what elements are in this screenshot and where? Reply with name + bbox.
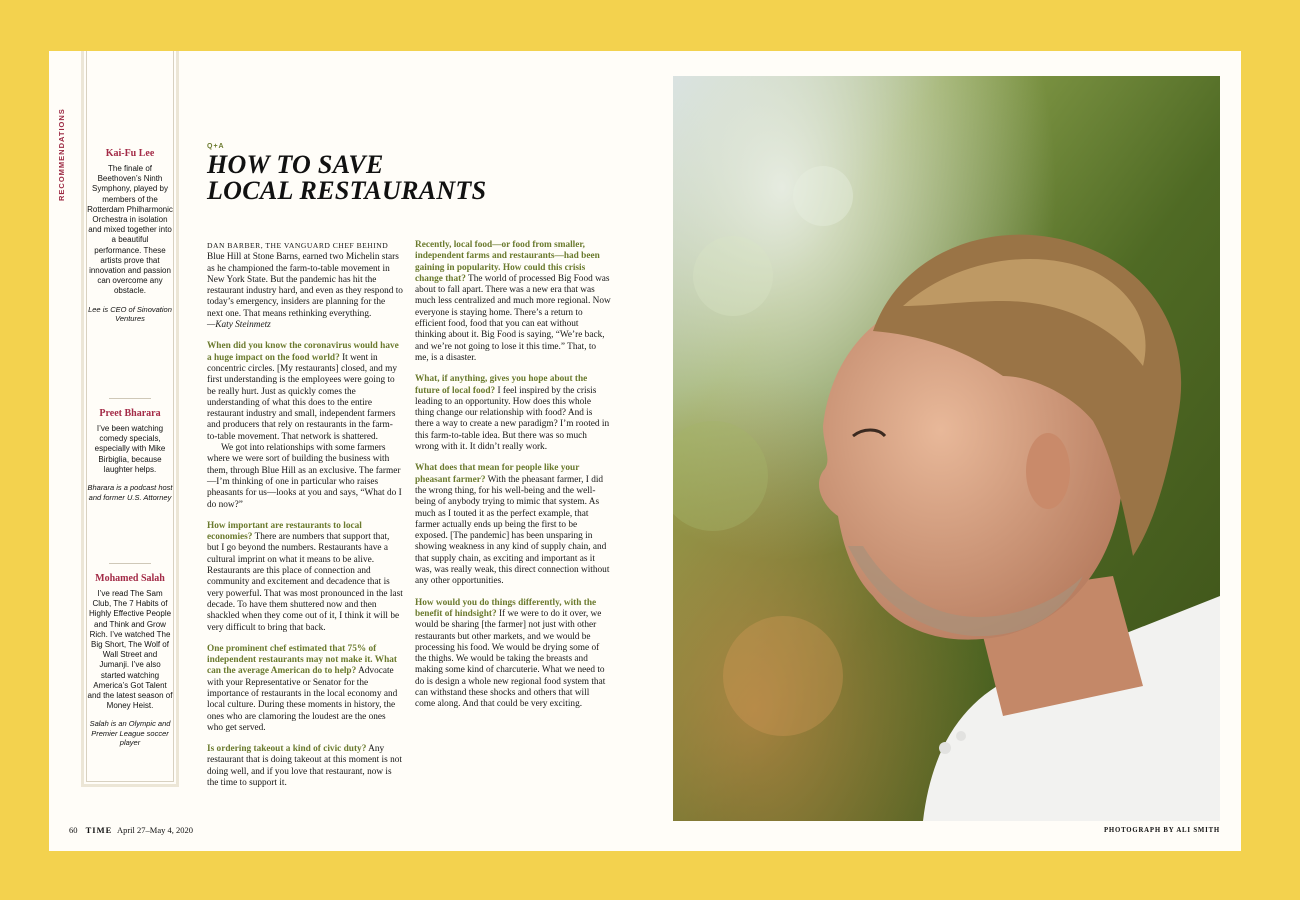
answer: Advocate with your Representative or Senator for the importance of restaurants in the local economy and local culture. During these moments in history, the ones who are clamoring the loudest are the ones who get served. <box>207 666 398 733</box>
section-label: RECOMMENDATIONS <box>57 108 66 201</box>
question: What does that mean for people like your pheasant farmer? <box>415 463 580 485</box>
page-footer <box>69 825 193 835</box>
headline-line-1: HOW TO SAVE <box>207 150 384 179</box>
recommendation-text: I’ve read The Sam Club, The 7 Habits of Highly Effective People and Think and Grow Rich. I’ve watched The Big Short, The Wolf of Wall Street and Jumanji. I’ve also started watching America’s Got Talent and the latest season of Money Heist. <box>87 589 173 711</box>
sidebar-divider <box>109 563 151 564</box>
question: Is ordering takeout a kind of civic duty? <box>207 744 367 755</box>
question: How would you do things differently, with the benefit of hindsight? <box>415 597 597 619</box>
answer: If we were to do it over, we would be sharing [the farmer] not just with other restaurants but other markets, and we would be processing his food. We would be drying some of the thighs. We would be taking the breasts and making some kind of charcuterie. What we need to do is design a whole new regional food system that can withstand these shocks and others that will come along. And that could be very exciting. <box>415 608 606 710</box>
chef-portrait-photo <box>673 76 1220 821</box>
issue-date: April 27–May 4, 2020 <box>116 825 193 835</box>
answer: With the pheasant farmer, I did the wrong thing, for his well-being and the well-being of anybody trying to mimic that system. As much as I touted it as the perfect example, that farmer actually ends up being the first to be exposed. [The pandemic] has been unsparing in showing weakness in any kind of supply chain, and that supply chain, as exciting and important as it was, was really weak, this direct connection without any other opportunities. <box>415 474 610 587</box>
answer: It went in concentric circles. [My restaurants] closed, and my first understanding is the employees were going to be really hurt. Just as quickly comes the understanding of what this does to the entire restaurant industry and small, independent farmers and producers that rely on restaurants in the farm-to-table movement. That network is shattered. <box>207 352 397 442</box>
intro-lead: DAN BARBER, THE VANGUARD CHEF BEHIND <box>207 241 389 250</box>
page-number: 60 <box>69 825 78 835</box>
recommendation-entry <box>81 573 179 748</box>
article-column-2 <box>415 240 611 711</box>
recommendation-text: I’ve been watching comedy specials, especially with Mike Birbiglia, because laughter helps. <box>94 424 166 474</box>
recommender-name: Kai-Fu Lee <box>105 148 155 159</box>
author-byline: —Katy Steinmetz <box>207 320 271 331</box>
question: What, if anything, gives you hope about the future of local food? <box>415 374 588 396</box>
question: One prominent chef estimated that 75% of independent restaurants may not make it. What can the average American do to help? <box>207 643 397 677</box>
question: When did you know the coronavirus would have a huge impact on the food world? <box>207 341 399 363</box>
magazine-brand: TIME <box>85 825 113 835</box>
sidebar-divider <box>109 398 151 399</box>
recommender-credit: Bharara is a podcast host and former U.S. Attorney <box>87 483 173 502</box>
article-kicker: Q+A <box>207 143 225 150</box>
recommendations-sidebar <box>57 51 179 787</box>
intro-text: Blue Hill at Stone Barns, earned two Michelin stars as he championed the farm-to-table movement in New York State. But the pandemic has hit the restaurant industry hard, and even as they respond to today’s emergency, insiders are planning for the next one. That means rethinking everything. <box>207 252 403 319</box>
answer: I feel inspired by the crisis leading to an opportunity. How does this whole thing change our relationship with food? And is there a way to create a new paradigm? I’m rooted in this farm-to-table idea. But there was so much wrong with it. It didn’t really work. <box>415 385 610 453</box>
recommendation-entry <box>81 408 179 502</box>
recommender-credit: Lee is CEO of Sinovation Ventures <box>88 304 172 324</box>
article-column-1 <box>207 240 403 789</box>
article-header <box>207 143 627 204</box>
recommender-name: Mohamed Salah <box>95 573 165 584</box>
question: How important are restaurants to local economies? <box>207 520 362 543</box>
headline-line-2: LOCAL RESTAURANTS <box>207 176 487 205</box>
article-headline <box>207 152 627 204</box>
recommender-name: Preet Bharara <box>99 408 161 419</box>
recommendation-text: The finale of Beethoven’s Ninth Symphony, played by members of the Rotterdam Philharmonic Orchestra in isolation and mixed together into a beautiful performance. These artists prove that innovation and passion can overcome any obstacle. <box>87 164 173 296</box>
answer: The world of processed Big Food was about to fall apart. There was a new era that was much less centralized and much more regional. Now everyone is staying home. There’s a return to efficient food, food that you can eat without thinking about it. Big Food is saying, “We’re back, and we’re not going to lose it this time.” That, to me, is a disaster. <box>415 273 611 363</box>
answer: Any restaurant that is doing takeout at this moment is not doing well, and if you love that restaurant, now is the time to support it. <box>207 744 402 789</box>
magazine-spread <box>49 51 1241 851</box>
answer: There are numbers that support that, but I go beyond the numbers. Restaurants have a cultural imprint on what it means to be alive. Restaurants are this place of connection and community and excitement and decadence that is very powerful. That was most pronounced in the last decade. To have them shuttered now and then shackled when they come out of it, I think it will be very difficult to bring that back. <box>207 532 403 633</box>
photo-credit: PHOTOGRAPH BY ALI SMITH <box>1103 827 1220 834</box>
recommendation-entry <box>81 148 179 324</box>
question: Recently, local food—or food from smaller, independent farms and restaurants—had been gaining in popularity. How could this crisis change that? <box>415 240 600 284</box>
recommender-credit: Salah is an Olympic and Premier League soccer player <box>89 719 171 748</box>
answer: We got into relationships with some farmers where we were sort of building the business with them, through Blue Hill as an exclusive. The farmer—I’m thinking of one in particular who raises pheasants for us—looks at you and says, “What do I do now?” <box>207 443 402 510</box>
